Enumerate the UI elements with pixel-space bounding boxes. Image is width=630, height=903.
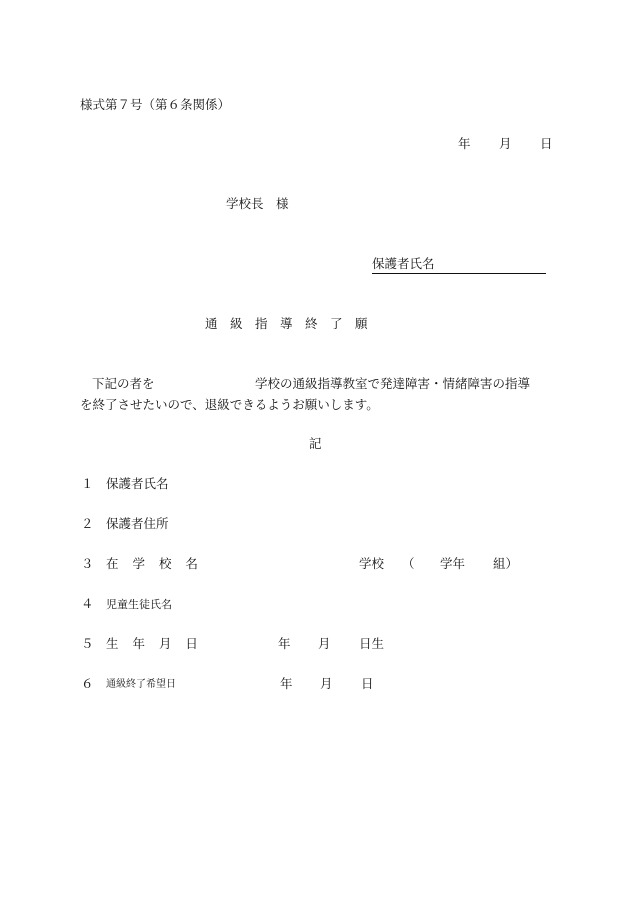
item-label-guardian-name: 保護者氏名 <box>106 476 169 491</box>
item-label-student-name: 児童生徒氏名 <box>106 598 172 611</box>
item-label-guardian-address: 保護者住所 <box>106 516 169 531</box>
item-number: ２ <box>81 516 94 531</box>
guardian-signature <box>372 258 546 274</box>
date-year: 年 <box>458 136 471 151</box>
item-number: ６ <box>81 676 94 691</box>
school-suffix: 学校 <box>359 556 385 571</box>
body-line1-suffix: 学校の通級指導教室で発達障害・情緒障害の指導 <box>255 376 531 391</box>
guardian-signature-underline <box>372 258 546 274</box>
page-title: 通 級 指 導 終 了 願 <box>205 316 368 331</box>
item-number: １ <box>81 476 94 491</box>
form-number: 様式第７号（第６条関係） <box>80 97 231 112</box>
date-day: 日 <box>540 136 553 151</box>
open-paren: （ <box>402 556 415 571</box>
item-label-birth-date: 生 年 月 日 <box>106 636 203 651</box>
end-year: 年 <box>280 676 293 691</box>
item-number: ５ <box>81 636 94 651</box>
birth-day: 日生 <box>359 636 385 651</box>
birth-month: 月 <box>318 636 331 651</box>
grade-label: 学年 <box>440 556 466 571</box>
end-day: 日 <box>361 676 374 691</box>
item-label-school-name: 在 学 校 名 <box>106 556 203 571</box>
end-month: 月 <box>320 676 333 691</box>
item-label-end-date: 通級終了希望日 <box>106 679 176 690</box>
addressee: 学校長 様 <box>226 196 289 211</box>
date-month: 月 <box>499 136 512 151</box>
item-number: ３ <box>81 556 94 571</box>
birth-year: 年 <box>278 636 291 651</box>
body-line1-prefix: 下記の者を <box>92 376 155 391</box>
body-line2: を終了させたいので、退級できるようお願いします。 <box>80 397 379 412</box>
ki-heading: 記 <box>309 436 322 451</box>
class-label: 組） <box>493 556 519 571</box>
item-number: ４ <box>81 596 94 611</box>
guardian-signature-label: 保護者氏名 <box>372 256 435 271</box>
